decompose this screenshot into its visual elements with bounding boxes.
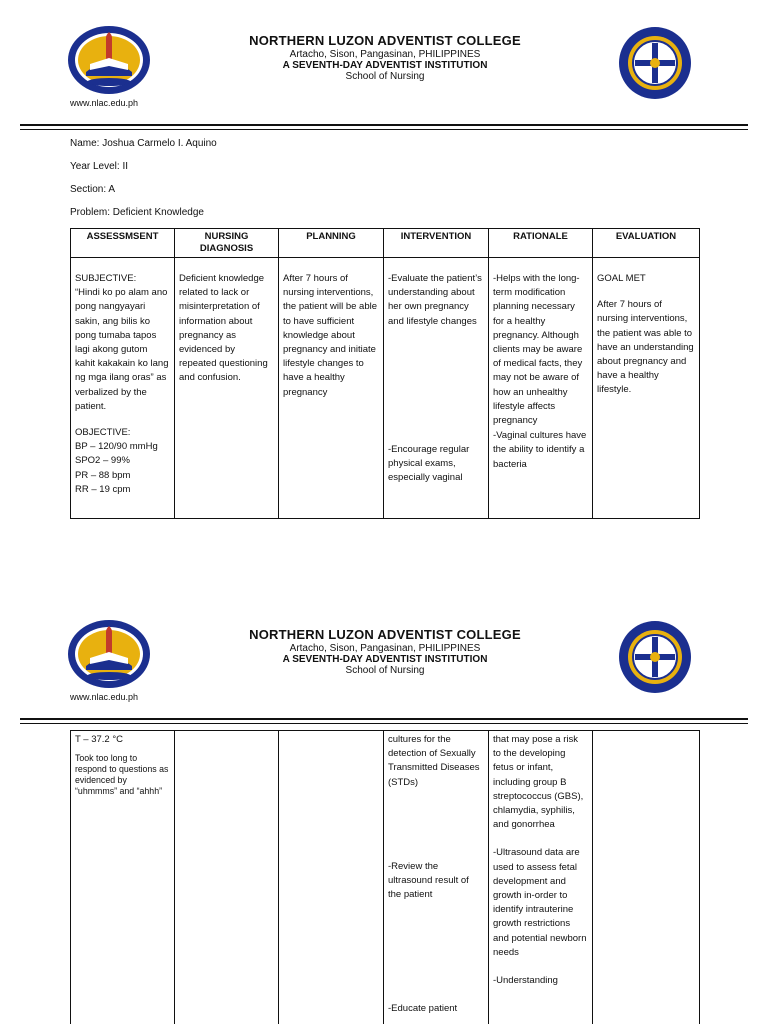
year-level: Year Level: II [70,161,129,172]
objective-label: OBJECTIVE: [75,427,131,439]
planning-cell [279,731,384,1024]
assessment-cell [71,258,175,519]
header-intervention: INTERVENTION [384,229,489,258]
planning-text: After 7 hours of nursing interventions, the patient will be able to have sufficient knowledge about pregnancy and initiate lifestyle changes to have a healthy pregnancy [283,273,378,398]
table-row [71,731,700,1024]
diagnosis-cell [175,258,279,519]
intervention-3: -Review the ultrasound result of the patient [388,860,469,901]
document-page-2 [0,594,768,1024]
rationale-4: -Understanding [493,975,558,987]
problem: Problem: Deficient Knowledge [70,207,204,218]
planning-cell [279,258,384,519]
student-name: Name: Joshua Carmelo I. Aquino [70,138,217,149]
rationale-2: -Vaginal cultures have the ability to identify a bacteria [493,430,587,470]
college-name: NORTHERN LUZON ADVENTIST COLLEGE [249,627,521,642]
objective-bp: BP – 120/90 mmHg [75,441,158,453]
assessment-temp: T – 37.2 °C [75,734,123,745]
header-text [200,33,570,82]
diagnosis-cell [175,731,279,1024]
header-text [200,627,570,676]
website-url[interactable]: www.nlac.edu.ph [70,98,139,108]
evaluation-cell [593,731,700,1024]
subjective-label: SUBJECTIVE: [75,273,137,284]
header-assessment: ASSESSMSENT [71,229,175,258]
intervention-cell [384,258,489,519]
college-address: Artacho, Sison, Pangasinan, PHILIPPINES [289,49,481,60]
evaluation-text: After 7 hours of nursing interventions, the patient was able to have an understanding about pregnancy and have a healthy lifestyle. [597,299,694,396]
header-rationale: RATIONALE [489,229,593,258]
objective-spo2: SPO2 – 99% [75,455,130,467]
table-row [71,258,700,519]
header-rule-thin [20,723,748,724]
website-url[interactable]: www.nlac.edu.ph [70,692,139,702]
intervention-4: -Educate patient [388,1003,458,1015]
header-rule-thick [20,124,748,126]
header-nursing-diagnosis: NURSING DIAGNOSIS [175,229,279,258]
college-seal-icon [66,24,152,96]
header-planning: PLANNING [279,229,384,258]
care-plan-table [70,228,700,519]
institution-label: A SEVENTH-DAY ADVENTIST INSTITUTION [282,654,488,665]
school-label: School of Nursing [345,665,425,676]
college-seal-icon [66,618,152,690]
care-plan-table-continued [70,730,700,1024]
intervention-cell [384,731,489,1024]
objective-pr: PR – 88 bpm [75,469,131,481]
header-evaluation: EVALUATION [593,229,700,258]
rationale-1: -Helps with the long-term modification planning necessary for a healthy pregnancy. Although clients may be aware of medical facts, they may not be aware of how an unhealthy lifestyle affects pregnancy [493,273,583,427]
intervention-2: -Encourage regular physical exams, especially vaginal [388,443,470,484]
rationale-3: -Ultrasound data are used to assess fetal development and growth in-order to identify intrauterine growth restrictions and potential newborn needs [493,847,587,958]
intervention-2-continued: cultures for the detection of Sexually Transmitted Diseases (STDs) [388,734,480,788]
diagnosis-text: Deficient knowledge related to lack or misinterpretation of information about pregnancy as evidenced by repeated questioning and confusion. [179,273,268,384]
rationale-cell [489,258,593,519]
section: Section: A [70,184,116,195]
school-label: School of Nursing [345,71,425,82]
table-header-row [71,229,700,258]
college-address: Artacho, Sison, Pangasinan, PHILIPPINES [289,643,481,654]
evaluation-goal: GOAL MET [597,273,646,284]
page-header [0,0,768,118]
rationale-2-continued: that may pose a risk to the developing fetus or infant, including group B streptococcus (GBS), chlamydia, syphilis, and gonorrhea [493,734,584,831]
page-header [0,594,768,712]
school-of-nursing-seal-icon [618,26,692,100]
header-rule-thick [20,718,748,720]
objective-rr: RR – 19 cpm [75,483,131,495]
rationale-cell [489,731,593,1024]
assessment-cell [71,731,175,1024]
college-name: NORTHERN LUZON ADVENTIST COLLEGE [249,33,521,48]
assessment-note: Took too long to respond to questions as evidenced by “uhmmms” and “ahhh” [75,753,169,797]
institution-label: A SEVENTH-DAY ADVENTIST INSTITUTION [282,60,488,71]
evaluation-cell [593,258,700,519]
school-of-nursing-seal-icon [618,620,692,694]
subjective-text: “Hindi ko po alam ano pong nangyayari sakin, ang bilis ko pong tumaba tapos lagi akong gutom kahit kakakain ko lang ng mga ilang oras” as verbalized by the patient. [75,287,169,412]
intervention-1: -Evaluate the patient’s understanding about her own pregnancy and lifestyle changes [388,273,482,327]
header-rule-thin [20,129,748,130]
